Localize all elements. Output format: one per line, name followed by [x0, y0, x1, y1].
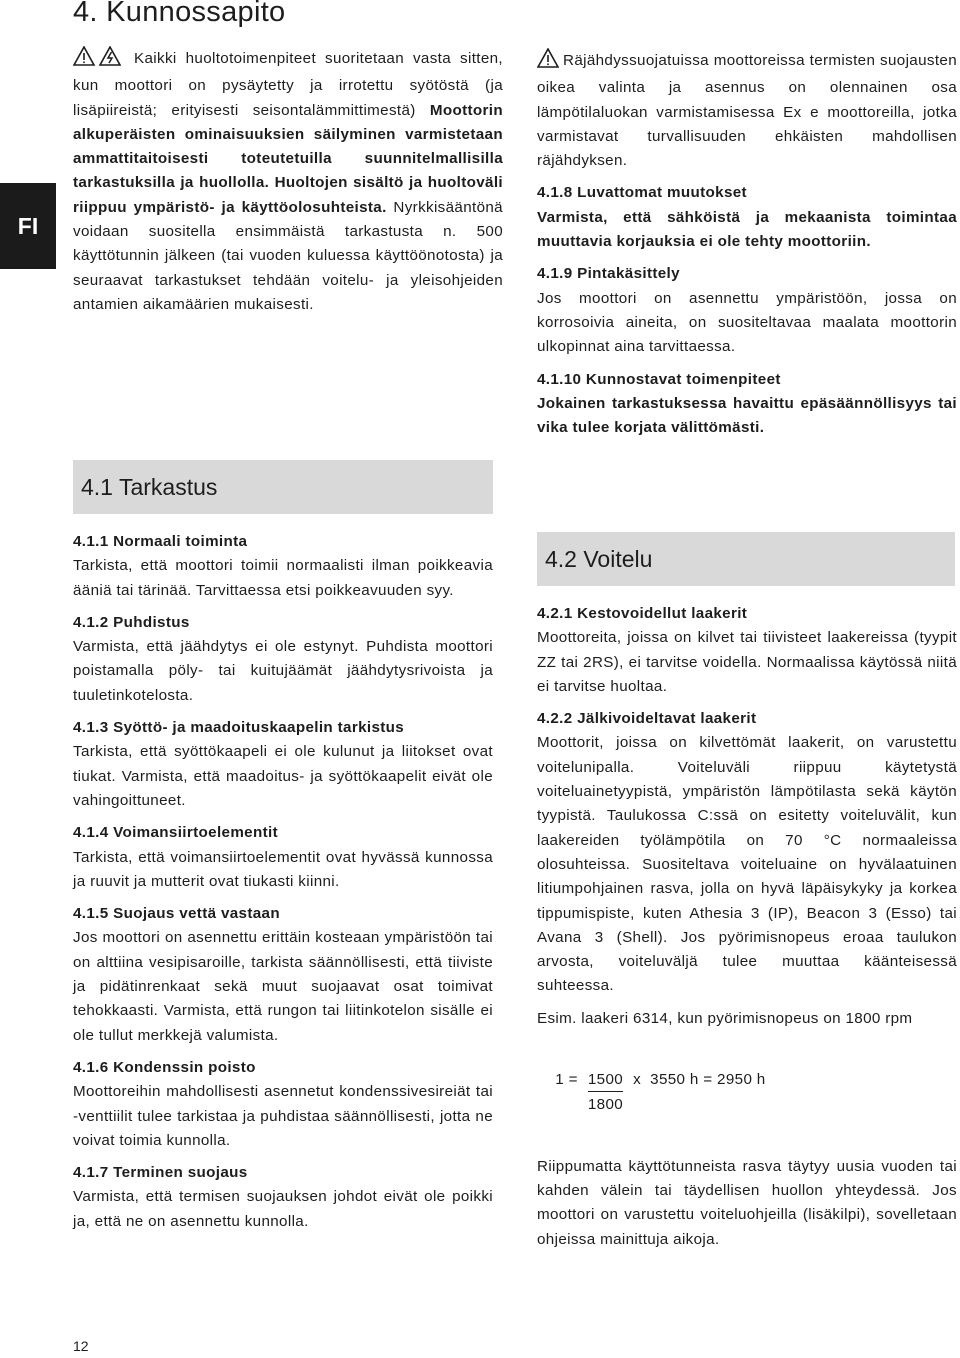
section-41-header	[73, 460, 493, 514]
right-column-top	[537, 48, 957, 448]
section-42-header	[537, 532, 955, 586]
section-419-body: Jos moottori on asennettu ympäristöön, jossa on korrosoivia aineita, on suositeltavaa maalata moottorin ulkopinnat aina tarvittaessa.	[537, 289, 957, 356]
warning-icon	[73, 46, 95, 74]
example-text: Esim. laakeri 6314, kun pyörimisnopeus on 1800 rpm	[537, 1009, 913, 1027]
inspection-item-title: 4.1.6 Kondenssin poisto	[73, 1058, 256, 1076]
inspection-item-title: 4.1.5 Suojaus vettä vastaan	[73, 905, 280, 923]
inspection-item-body: Jos moottori on asennettu erittäin kosteaan ympäristöön tai on alttiina vesipisaroille, tarkista säännöllisesti, että tiiviste ja pidätinrenkaat sekä muut suojaavat osat toimivat tehokkaasti. Varmista, että rungon tai liitinkotelon sisälle ei ole tullut merkkejä valumista.	[73, 929, 493, 1044]
intro-paragraph	[73, 46, 503, 317]
formula-fraction	[588, 1069, 623, 1118]
inspection-item-body: Varmista, että termisen suojauksen johdot eivät ole poikki ja, että ne on asennettu kunnolla.	[73, 1188, 493, 1230]
section-41-heading: 4.1 Tarkastus	[81, 473, 218, 500]
inspection-item-body: Tarkista, että moottori toimii normaalisti ilman poikkeavia ääniä tai tärinää. Tarvittaessa etsi poikkeavuuden syy.	[73, 557, 493, 599]
section-4110-title: 4.1.10 Kunnostavat toimenpiteet	[537, 370, 781, 388]
formula-rest: x 3550 h = 2950 h	[633, 1071, 766, 1089]
closing-paragraph: Riippumatta käyttötunneista rasva täytyy uusia vuoden tai kahden välein tai täydellisen huollon yhteydessä. Jos moottori on varustettu voiteluohjeilla (lisäkilpi), sovelletaan ohjeissa mainittuja aikoja.	[537, 1157, 957, 1248]
formula-denominator: 1800	[587, 1096, 624, 1114]
section-422-title: 4.2.2 Jälkivoideltavat laakerit	[537, 710, 757, 728]
inspection-item-title: 4.1.3 Syöttö- ja maadoituskaapelin tarkistus	[73, 719, 405, 737]
section-421-body: Moottoreita, joissa on kilvet tai tiivisteet laakereissa (tyypit ZZ tai 2RS), ei tarvitse voidella. Normaalissa käytössä niitä ei tarvitse huoltaa.	[537, 629, 957, 695]
inspection-item-body: Varmista, että jäähdytys ei ole estynyt. Puhdista moottori poistamalla pöly- tai kuitujäämät jäähdytysrivoista ja tuuletinkotelosta.	[73, 638, 493, 704]
inspection-item-title: 4.1.4 Voimansiirtoelementit	[73, 824, 278, 842]
intro-text-1: Kaikki huoltotoimenpiteet suoritetaan vasta sitten, kun moottori on pysäytetty ja irrotettu syötöstä (ja lisäpiireistä; erityisesti seisontalämmittimestä)	[73, 50, 503, 119]
section-41-list	[73, 530, 493, 1242]
inspection-item-body: Tarkista, että voimansiirtoelementit ovat hyvässä kunnossa ja ruuvit ja mutterit ovat tiukasti kiinni.	[73, 848, 493, 890]
ex-warning-paragraph	[537, 48, 957, 173]
section-4110-body: Jokainen tarkastuksessa havaittu epäsäännöllisyys tai vika tulee korjata välittömästi.	[537, 394, 957, 437]
section-42-content	[537, 602, 957, 1260]
electrical-hazard-icon	[99, 46, 121, 74]
section-42-heading: 4.2 Voitelu	[545, 545, 653, 572]
section-419-title: 4.1.9 Pintakäsittely	[537, 265, 680, 283]
inspection-item	[73, 611, 493, 708]
section-421-title: 4.2.1 Kestovoidellut laakerit	[537, 605, 748, 622]
inspection-item	[73, 821, 493, 894]
intro-text-bold: Moottorin alkuperäisten ominaisuuksien säilyminen varmistetaan ammattitaitoisesti toteutetuilla suunnitelmallisilla tarkastuksilla ja huollolla. Huoltojen sisältö ja huoltoväli riippuu ympäristö- ja käyttöolosuhteista.	[73, 101, 503, 216]
section-422-body: Moottorit, joissa on kilvettömät laakerit, on varustettu voitelunipalla. Voiteluväli riippuu käytetystä voiteluainetyypistä, ympäristön lämpötilasta sekä käytön tyypistä. Taulukossa C:ssä on esitetty voiteluvälit, kun laakereiden työlämpötila on 70 °C normaaleissa olosuhteissa. Suositeltava voiteluaine on hyvälaatuinen litiumpohjainen rasva, jolla on hyvä läpäisykyky ja korkea tippumispiste, kuten Athesia 3 (IP), Beacon 3 (Esso) tai Avana 3 (Shell). Jos pyörimisnopeus eroaa taulukon arvosta, voiteluväljä tulee muuttaa käänteisessä suhteessa.	[537, 734, 957, 995]
page-number: 12	[73, 1338, 89, 1354]
ex-warning-text: Räjähdyssuojatuissa moottoreissa termisten suojausten oikea valinta ja asennus on olennainen osa lämpötilaluokan varmistamisessa Ex e moottoreilla, jotka varmistavat turvallisuuden ehkäisten mahdollisen räjähdyksen.	[537, 52, 957, 170]
inspection-item	[73, 1056, 493, 1153]
formula	[537, 1045, 957, 1143]
page-title: 4. Kunnossapito	[73, 0, 286, 28]
section-418-title: 4.1.8 Luvattomat muutokset	[537, 184, 747, 202]
formula-numerator: 1500	[588, 1069, 623, 1092]
inspection-item-title: 4.1.7 Terminen suojaus	[73, 1164, 248, 1182]
section-418-body: Varmista, että sähköistä ja mekaanista toimintaa muuttavia korjauksia ei ole tehty moottoriin.	[537, 208, 957, 251]
inspection-item	[73, 1161, 493, 1234]
inspection-item-body: Moottoreihin mahdollisesti asennetut kondenssivesireiät tai -venttiilit tulee tarkistaa ja puhdistaa säännöllisesti, jotta ne voivat toimia kunnolla.	[73, 1083, 493, 1149]
intro-text-2: Nyrkkisääntönä voidaan suositella ensimmäistä tarkastusta n. 500 käyttötunnin jälkeen (tai vuoden kuluessa käyttöönotosta) ja seuraavat tarkastukset tehdään voitelu- ja yleisohjeiden antamien aikamäärien mukaisesti.	[73, 198, 503, 313]
inspection-item	[73, 902, 493, 1048]
inspection-item-body: Tarkista, että syöttökaapeli ei ole kulunut ja liitokset ovat tiukat. Varmista, että maadoitus- ja syöttökaapelit eivät ole vahingoittuneet.	[73, 743, 493, 809]
inspection-item-title: 4.1.2 Puhdistus	[73, 613, 190, 631]
inspection-item	[73, 716, 493, 813]
formula-lhs: 1 =	[555, 1071, 578, 1089]
language-tab: FI	[0, 183, 56, 269]
inspection-item	[73, 530, 493, 603]
warning-icon	[537, 48, 559, 76]
inspection-item-title: 4.1.1 Normaali toiminta	[73, 533, 248, 550]
